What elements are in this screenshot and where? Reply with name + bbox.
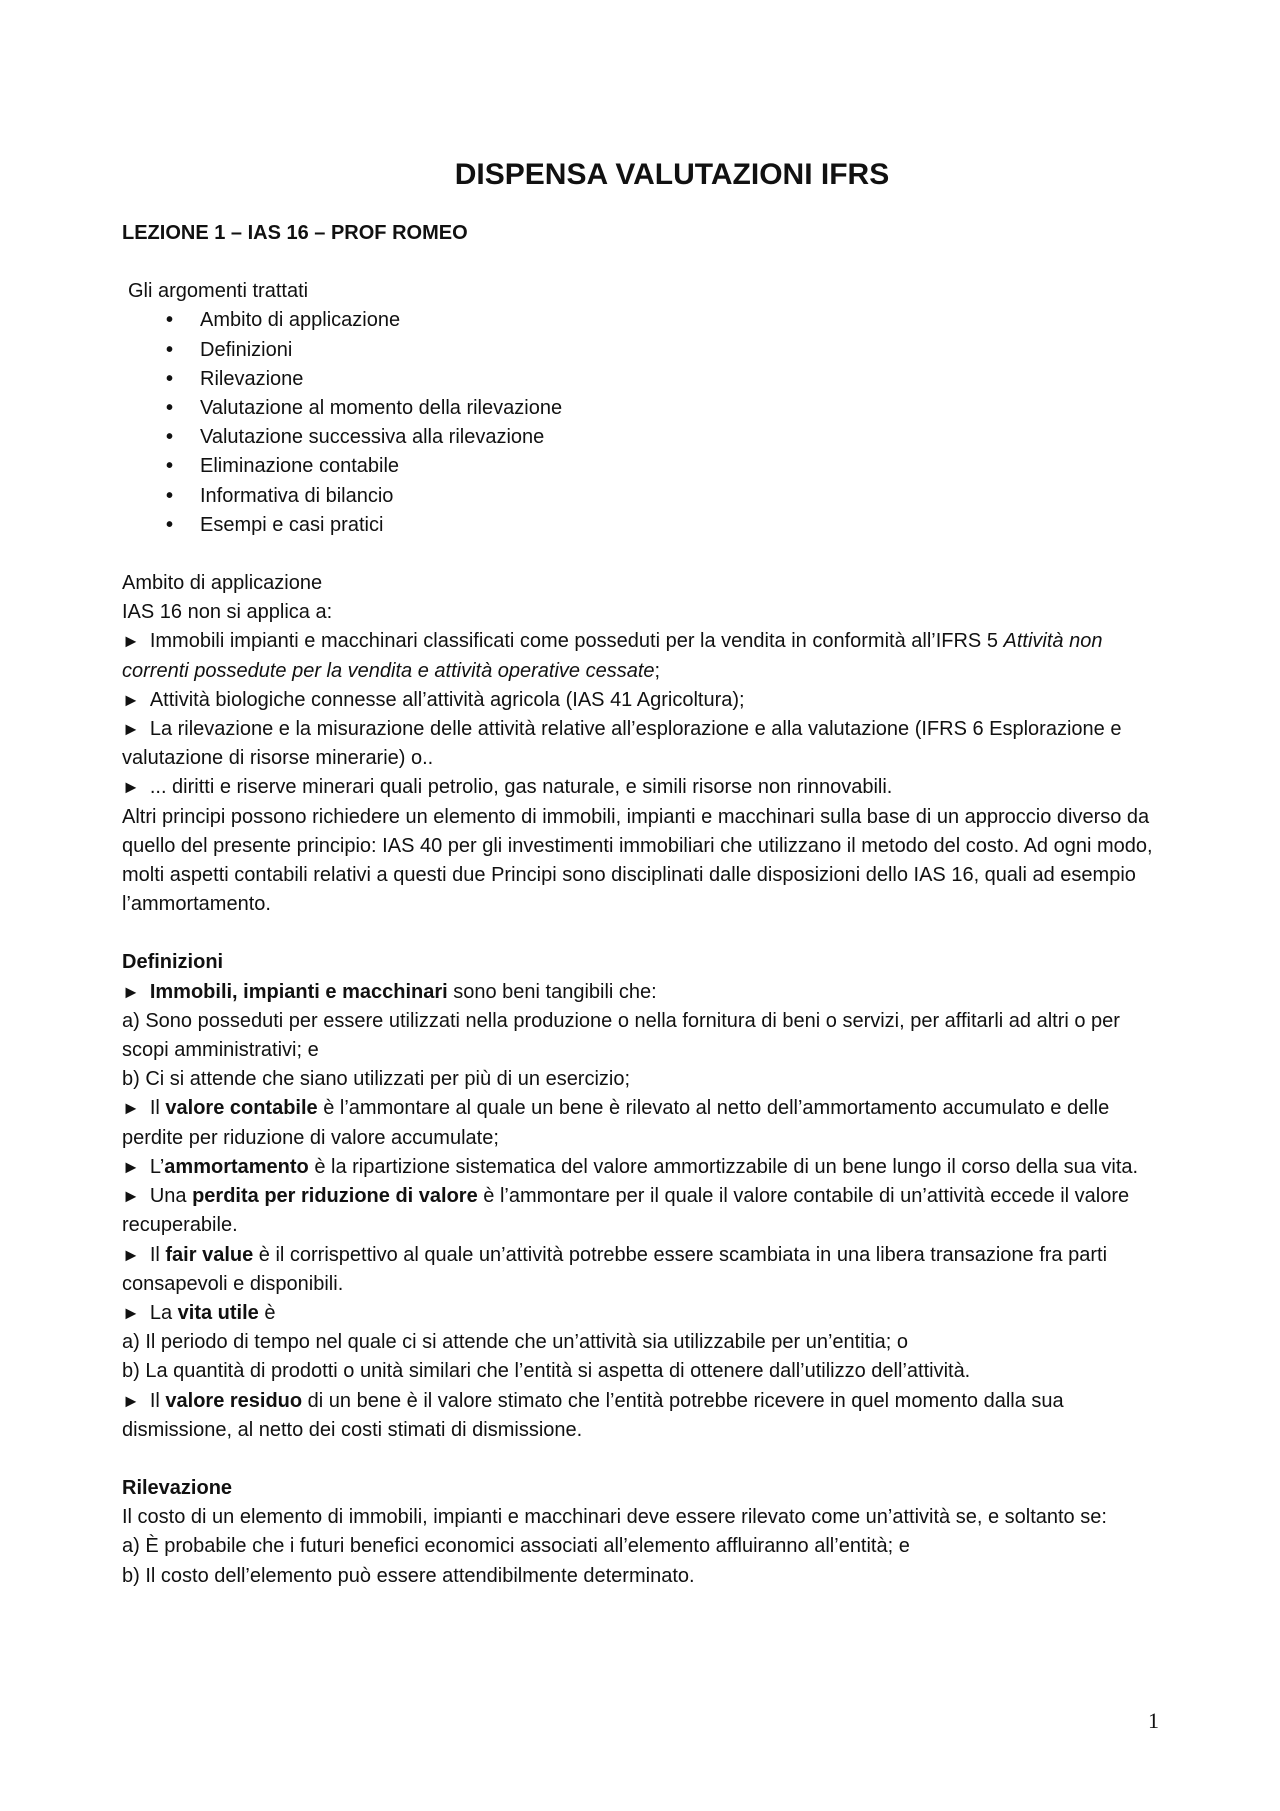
arrow-bullet-icon: ► [122, 777, 140, 798]
list-item: • Informativa di bilancio [122, 482, 1172, 511]
arrow-bullet-icon: ► [122, 1390, 140, 1411]
topics-intro: Gli argomenti trattati [128, 280, 309, 303]
section-rilevazione [122, 1474, 1172, 1591]
arrow-bullet-icon: ► [122, 1302, 140, 1323]
paragraph: Il costo di un elemento di immobili, impianti e macchinari deve essere rilevato come un’attività se, e soltanto se: [122, 1506, 1107, 1529]
arrow-bullet-icon: ► [122, 631, 140, 652]
definition-item: ► Una perdita per riduzione di valore è l’ammontare per il quale il valore contabile di un’attività eccede il valore recuperabile. [122, 1185, 1130, 1237]
list-item: • Eliminazione contabile [122, 452, 1172, 481]
arrow-bullet-icon: ► [122, 1186, 140, 1207]
section-ambito [122, 569, 1172, 919]
page-content [122, 155, 1172, 1591]
definition-item: ► Immobili, impianti e macchinari sono beni tangibili che: [122, 980, 657, 1003]
paragraph: a) Il periodo di tempo nel quale ci si attende che un’attività sia utilizzabile per un’entitia; o [122, 1331, 909, 1354]
definition-item: ► Il fair value è il corrispettivo al quale un’attività potrebbe essere scambiata in una libera transazione fra parti consapevoli e disponibili. [122, 1243, 1108, 1295]
section-heading: Rilevazione [122, 1476, 233, 1499]
arrow-bullet-icon: ► [122, 719, 140, 740]
list-item: • Esempi e casi pratici [122, 511, 1172, 540]
list-item: • Valutazione successiva alla rilevazione [122, 423, 1172, 452]
paragraph: a) Sono posseduti per essere utilizzati nella produzione o nella fornitura di beni o servizi, per affitarli ad altri o per scopi amministrativi; e [122, 1009, 1120, 1062]
section-heading: Definizioni [122, 951, 224, 974]
arrow-bullet-icon: ► [122, 981, 140, 1002]
arrow-bullet-icon: ► [122, 689, 140, 710]
paragraph: b) Il costo dell’elemento può essere attendibilmente determinato. [122, 1564, 695, 1587]
page-number: 1 [1148, 1708, 1159, 1733]
definition-item: ► Il valore residuo di un bene è il valore stimato che l’entità potrebbe ricevere in quel momento dalla sua dismissione, al netto dei costi stimati di dismissione. [122, 1389, 1064, 1441]
lesson-heading: LEZIONE 1 – IAS 16 – PROF ROMEO [122, 222, 468, 244]
definition-item: ► Il valore contabile è l’ammontare al quale un bene è rilevato al netto dell’ammortamento accumulato e delle perdite per riduzione di valore accumulate; [122, 1097, 1110, 1149]
definition-item: ► L’ammortamento è la ripartizione sistematica del valore ammortizzabile di un bene lungo il corso della sua vita. [122, 1155, 1139, 1178]
section-heading: Ambito di applicazione [122, 572, 323, 595]
bullet-item: ► ... diritti e riserve minerari quali petrolio, gas naturale, e simili risorse non rinnovabili. [122, 776, 893, 799]
topics-list [122, 306, 1172, 540]
list-item: • Definizioni [122, 336, 1172, 365]
list-item: • Valutazione al momento della rilevazione [122, 394, 1172, 423]
paragraph: b) La quantità di prodotti o unità similari che l’entità si aspetta di ottenere dall’utilizzo dell’attività. [122, 1360, 971, 1383]
arrow-bullet-icon: ► [122, 1156, 140, 1177]
definition-item: ► La vita utile è [122, 1301, 276, 1324]
paragraph: a) È probabile che i futuri benefici economici associati all’elemento affluiranno all’entità; e [122, 1535, 910, 1558]
section-definizioni [122, 948, 1172, 1444]
paragraph: IAS 16 non si applica a: [122, 601, 333, 624]
arrow-bullet-icon: ► [122, 1244, 140, 1265]
bullet-item: ► La rilevazione e la misurazione delle attività relative all’esplorazione e alla valutazione (IFRS 6 Esplorazione e valutazione di risorse minerarie) o.. [122, 718, 1122, 770]
document-title: DISPENSA VALUTAZIONI IFRS [454, 158, 890, 191]
list-item: • Rilevazione [122, 365, 1172, 394]
arrow-bullet-icon: ► [122, 1098, 140, 1119]
bullet-item: ► Immobili impianti e macchinari classificati come posseduti per la vendita in conformità all’IFRS 5 Attività non correnti possedute per la vendita e attività operative cessate; [122, 630, 1103, 682]
bullet-item: ► Attività biologiche connesse all’attività agricola (IAS 41 Agricoltura); [122, 688, 745, 711]
paragraph: Altri principi possono richiedere un elemento di immobili, impianti e macchinari sulla base di un approccio diverso da quello del presente principio: IAS 40 per gli investimenti immobiliari che utilizzano il metodo del costo. Ad ogni modo, molti aspetti contabili relativi a questi due Principi sono disciplinati dalle disposizioni dello IAS 16, quali ad esempio l’ammortamento. [122, 805, 1153, 916]
paragraph: b) Ci si attende che siano utilizzati per più di un esercizio; [122, 1068, 631, 1091]
list-item: • Ambito di applicazione [122, 306, 1172, 335]
